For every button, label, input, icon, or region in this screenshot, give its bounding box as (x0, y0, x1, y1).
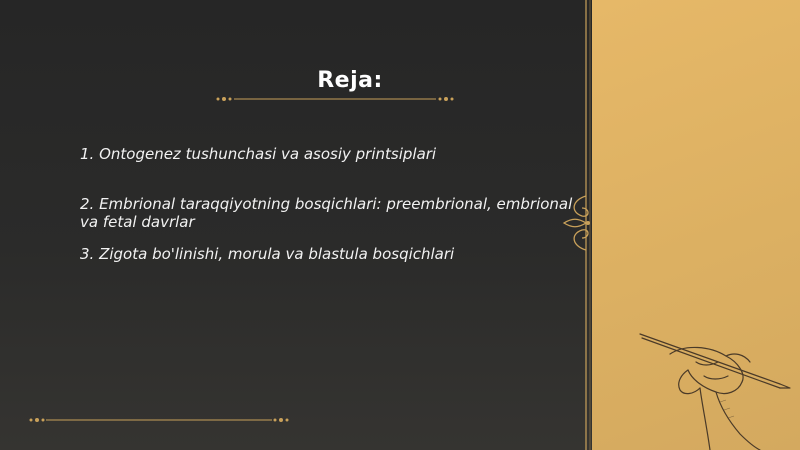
list-item: 1. Ontogenez tushunchasi va asosiy printsiplari (80, 145, 437, 163)
hand-writing-quill-icon (630, 322, 798, 450)
flourish-ornament-icon (560, 192, 596, 254)
slide-title: Reja: (317, 68, 383, 93)
list-item: 3. Zigota bo'linishi, morula va blastula bosqichlari (80, 245, 455, 263)
divider-ornament-icon (212, 92, 458, 106)
divider-ornament-icon (26, 413, 292, 427)
list-item: 2. Embrional taraqqiyotning bosqichlari: preembrional, embrional va fetal davrlar (80, 195, 573, 231)
